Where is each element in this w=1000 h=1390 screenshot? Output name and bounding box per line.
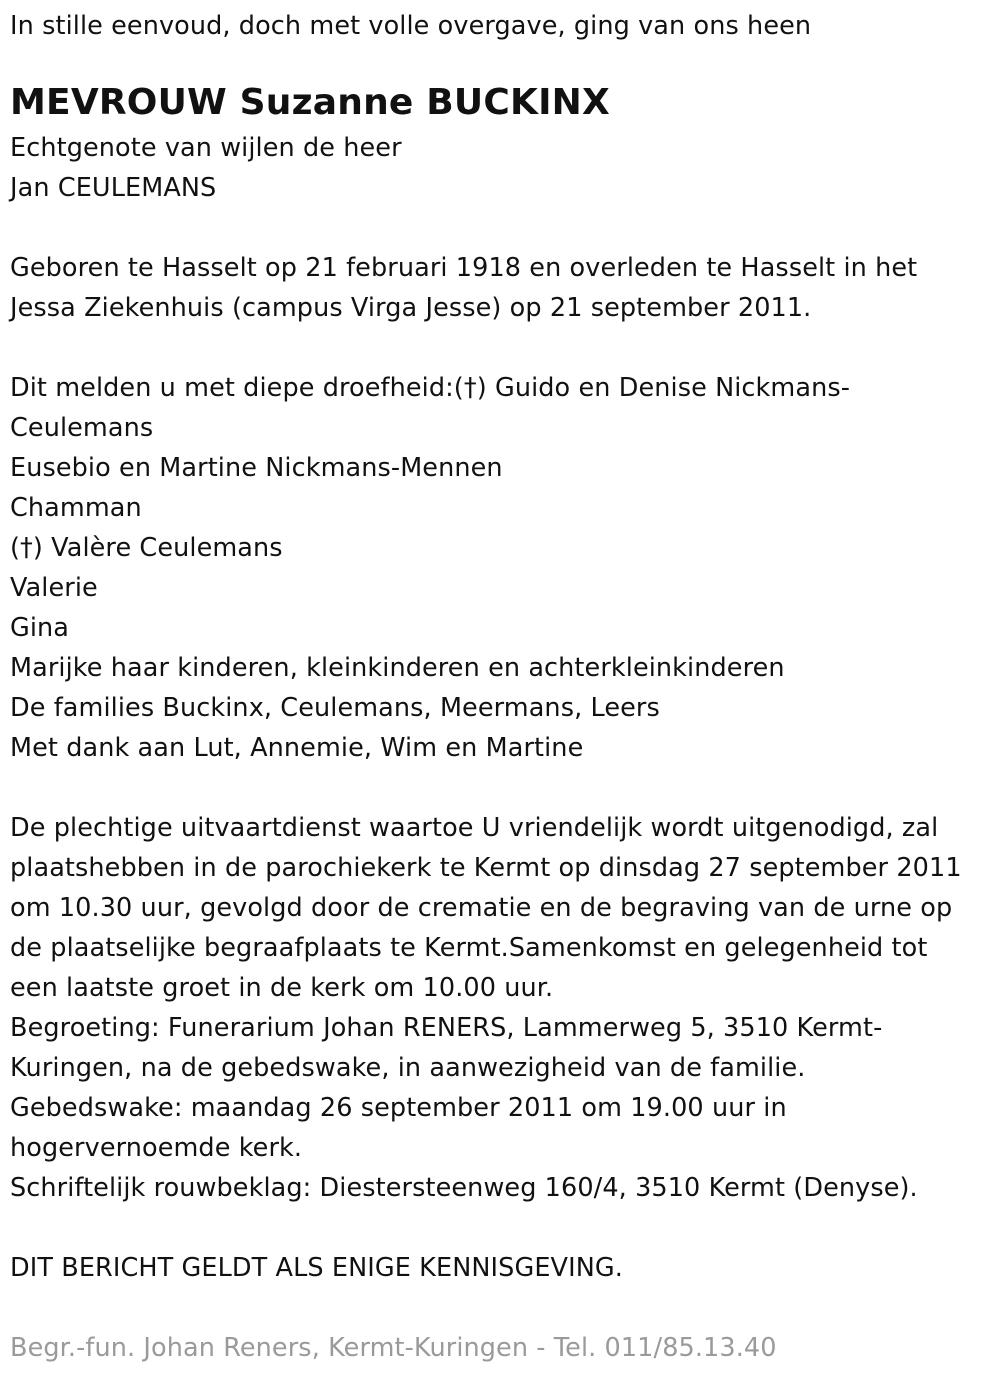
- family-line: De families Buckinx, Ceulemans, Meermans, Leers: [10, 693, 660, 723]
- spacer: [10, 1208, 995, 1248]
- birth-death-line: Geboren te Hasselt op 21 februari 1918 en overleden te Hasselt in het: [10, 253, 918, 283]
- family-line: Gina: [10, 613, 70, 643]
- ceremony-line: Schriftelijk rouwbeklag: Diestersteenweg 160/4, 3510 Kermt (Denyse).: [10, 1173, 918, 1203]
- ceremony-line: Begroeting: Funerarium Johan RENERS, Lammerweg 5, 3510 Kermt-: [10, 1013, 883, 1043]
- spouse-line: Jan CEULEMANS: [10, 173, 217, 203]
- ceremony-line: De plechtige uitvaartdienst waartoe U vriendelijk wordt uitgenodigd, zal: [10, 813, 939, 843]
- deceased-name: MEVROUW Suzanne BUCKINX: [10, 82, 610, 123]
- family-line: Chamman: [10, 493, 142, 523]
- ceremony-line: hogervernoemde kerk.: [10, 1133, 303, 1163]
- birth-death-line: Jessa Ziekenhuis (campus Virga Jesse) op 21 september 2011.: [10, 293, 812, 323]
- ceremony-line: Kuringen, na de gebedswake, in aanwezigheid van de familie.: [10, 1053, 806, 1083]
- spacer: [10, 328, 995, 368]
- funeral-home-footer: Begr.-fun. Johan Reners, Kermt-Kuringen - Tel. 011/85.13.40: [10, 1333, 777, 1363]
- ceremony-line: Gebedswake: maandag 26 september 2011 om 19.00 uur in: [10, 1093, 787, 1123]
- notice-line: DIT BERICHT GELDT ALS ENIGE KENNISGEVING.: [10, 1253, 623, 1283]
- obituary-text: [10, 6, 995, 1368]
- family-block: [10, 368, 995, 768]
- family-line: Ceulemans: [10, 413, 154, 443]
- ceremony-block: [10, 808, 995, 1208]
- family-line: Eusebio en Martine Nickmans-Mennen: [10, 453, 503, 483]
- ceremony-line: plaatshebben in de parochiekerk te Kermt op dinsdag 27 september 2011: [10, 853, 962, 883]
- birth-death-block: [10, 248, 995, 328]
- spacer: [10, 208, 995, 248]
- spouse-line: Echtgenote van wijlen de heer: [10, 133, 402, 163]
- family-line: Dit melden u met diepe droefheid:(†) Guido en Denise Nickmans-: [10, 373, 851, 403]
- ceremony-line: om 10.30 uur, gevolgd door de crematie en de begraving van de urne op: [10, 893, 953, 923]
- intro-line: In stille eenvoud, doch met volle overgave, ging van ons heen: [10, 11, 812, 41]
- ceremony-line: de plaatselijke begraafplaats te Kermt.Samenkomst en gelegenheid tot: [10, 933, 928, 963]
- family-line: Marijke haar kinderen, kleinkinderen en achterkleinkinderen: [10, 653, 785, 683]
- ceremony-line: een laatste groet in de kerk om 10.00 uur.: [10, 973, 554, 1003]
- spacer: [10, 1288, 995, 1328]
- family-line: Valerie: [10, 573, 98, 603]
- family-line: Met dank aan Lut, Annemie, Wim en Martine: [10, 733, 584, 763]
- spacer: [10, 768, 995, 808]
- family-line: (†) Valère Ceulemans: [10, 533, 283, 563]
- spouse-block: [10, 128, 995, 208]
